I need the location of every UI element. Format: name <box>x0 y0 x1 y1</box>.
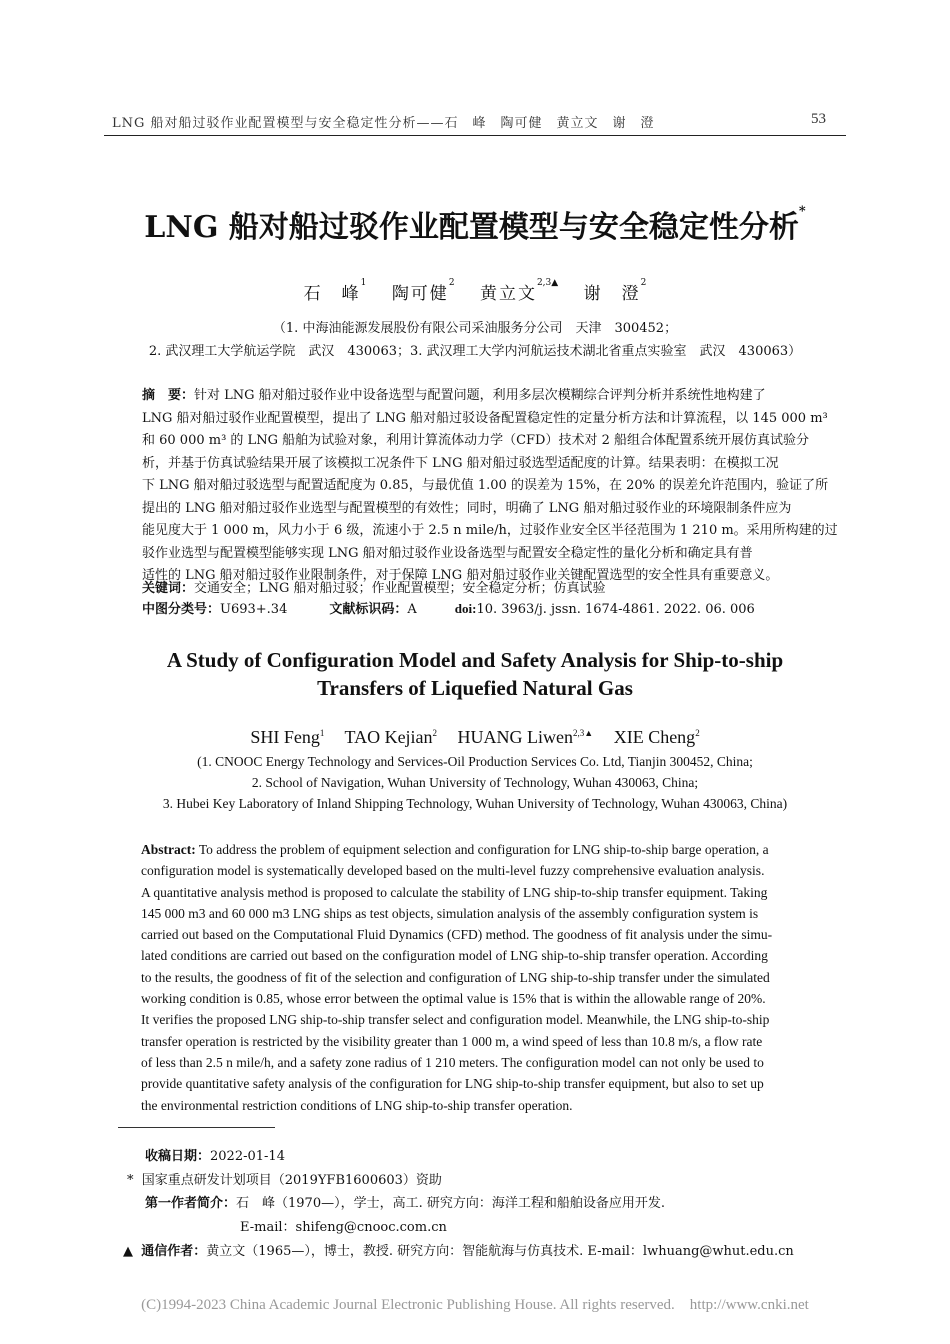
abstract-cn-line: 驳作业选型与配置模型能够实现 LNG 船对船过驳作业设备选型与配置安全稳定性的量化分析和确定具有普 <box>142 545 753 561</box>
doi-label: doi: <box>454 601 477 616</box>
abstract-en <box>141 839 814 1116</box>
author-cn-sup: 1 <box>360 278 367 288</box>
clc-label: 中图分类号： <box>142 602 221 617</box>
running-header: LNG 船对船过驳作业配置模型与安全稳定性分析——石 峰 陶可健 黄立文 谢 澄 <box>112 116 655 131</box>
title-en <box>0 646 950 702</box>
doi-value: 10. 3963/j. jssn. 1674-4861. 2022. 06. 006 <box>476 602 755 617</box>
author-en-name: XIE Cheng <box>613 727 696 747</box>
author-en-name: SHI Feng <box>250 727 320 747</box>
abstract-en-line: provide quantitative safety analysis of the configuration for LNG ship-to-ship transfer equipment, but also to set up <box>141 1076 764 1092</box>
title-en-line: Transfers of Liquefied Natural Gas <box>317 676 633 700</box>
affiliation-en-line: 2. School of Navigation, Wuhan University of Technology, Wuhan 430063, China; <box>251 775 699 790</box>
abstract-cn-line: LNG 船对船过驳作业配置模型，提出了 LNG 船对船过驳设备配置稳定性的定量分析方法和计算流程，以 145 000 m³ <box>142 410 828 426</box>
abstract-en-line: A quantitative analysis method is proposed to calculate the stability of LNG ship-to-ship transfer equipment. Taking <box>141 884 768 900</box>
footnote-corresponding <box>123 1240 794 1259</box>
footnote-fund <box>127 1169 442 1188</box>
copyright-line: (C)1994-2023 China Academic Journal Electronic Publishing House. All rights reserved. http://www.cnki.net <box>141 1297 809 1313</box>
author-en-sup: 1 <box>319 728 325 738</box>
author-cn-sup: 2 <box>448 278 455 288</box>
authors-en <box>0 727 950 748</box>
header-rule <box>104 135 846 136</box>
abstract-cn-label: 摘 要： <box>142 388 195 403</box>
abstract-en-line: to the results, the goodness of fit of the selection and configuration of LNG ship-to-ship transfer under the simulated <box>141 969 770 985</box>
affiliation-cn-line: 2. 武汉理工大学航运学院 武汉 430063；3. 武汉理工大学内河航运技术湖北省重点实验室 武汉 430063） <box>148 344 802 359</box>
classification-line <box>142 598 755 617</box>
author-cn-name: 黄立文 <box>479 284 537 304</box>
abstract-en-label: Abstract: <box>141 842 196 857</box>
footnote-first-author <box>145 1192 665 1211</box>
author-en-name: HUANG Liwen <box>457 727 574 747</box>
abstract-cn-line: 和 60 000 m³ 的 LNG 船舶为试验对象，利用计算流体动力学（CFD）技术对 2 船组合体配置系统开展仿真试验分 <box>142 433 810 448</box>
abstract-cn-line: 提出的 LNG 船对船过驳作业选型与配置模型的有效性；同时，明确了 LNG 船对船过驳作业的环境限制条件应为 <box>142 500 792 516</box>
title-cn-text: LNG 船对船过驳作业配置模型与安全稳定性分析 <box>144 210 799 245</box>
clc-value: U693+.34 <box>220 602 288 617</box>
author-en-sup: 2,3▲ <box>573 728 594 738</box>
footnote-received <box>145 1145 285 1164</box>
received-date: 2022-01-14 <box>210 1149 285 1164</box>
authors-cn <box>0 279 950 304</box>
corresponding-marker: ▲ <box>123 1244 133 1259</box>
affiliation-en-line: 3. Hubei Key Laboratory of Inland Shipping Technology, Wuhan University of Technology, Wuhan 430063, China) <box>162 796 788 811</box>
author-cn-sup: 2 <box>640 278 647 288</box>
title-fund-marker: * <box>798 204 806 219</box>
fund-text: 国家重点研发计划项目（2019YFB1600603）资助 <box>141 1173 442 1188</box>
abstract-en-line: To address the problem of equipment selection and configuration for LNG ship-to-ship barge operation, a <box>195 842 769 857</box>
author-cn-name: 陶可健 <box>391 284 449 304</box>
abstract-cn-line: 析，并基于仿真试验结果开展了该模拟工况条件下 LNG 船对船过驳选型适配度的计算。结果表明：在模拟工况 <box>142 455 779 471</box>
author-en-name: TAO Kejian <box>344 727 433 747</box>
abstract-en-line: transfer operation is restricted by the visibility greater than 1 000 m, a wind speed of less than 10.8 m/s, a flow rate <box>141 1033 763 1049</box>
keywords-cn <box>142 577 606 596</box>
fund-marker: * <box>127 1173 134 1188</box>
first-author-label: 第一作者简介： <box>145 1196 237 1211</box>
abstract-en-line: of less than 2.5 n mile/h, and a safety zone radius of 1 210 meters. The configuration model can not only be used to <box>141 1054 764 1070</box>
abstract-cn-line: 适性的 LNG 船对船过驳作业限制条件，对于保障 LNG 船对船过驳作业关键配置选型的安全性具有重要意义。 <box>142 568 779 583</box>
abstract-en-line: working condition is 0.85, whose error between the optimal value is 15% that is within the allowable range of 20%. <box>141 991 766 1007</box>
abstract-en-line: carried out based on the Computational Fluid Dynamics (CFD) method. The goodness of fit analysis under the simu- <box>141 927 773 943</box>
keywords-text: 交通安全；LNG 船对船过驳；作业配置模型；安全稳定分析；仿真试验 <box>194 581 606 596</box>
page-number: 53 <box>811 111 826 127</box>
abstract-cn-line: 下 LNG 船对船过驳选型与配置适配度为 0.85，与最优值 1.00 的误差为 15%，在 20% 的误差允许范围内，验证了所 <box>142 478 829 493</box>
keywords-label: 关键词： <box>142 581 195 596</box>
doc-code-value: A <box>407 602 417 617</box>
author-cn-name: 石 峰 <box>303 284 361 304</box>
footnote-rule <box>118 1127 275 1128</box>
corresponding-text: 黄立文（1965—），博士，教授. 研究方向：智能航海与仿真技术. E-mail：lwhuang@whut.edu.cn <box>206 1244 794 1259</box>
author-en-sup: 2 <box>432 728 438 738</box>
corresponding-label: 通信作者： <box>141 1244 207 1259</box>
author-en-sup: 2 <box>695 728 700 738</box>
author-cn-name: 谢 澄 <box>583 284 641 304</box>
abstract-en-line: lated conditions are carried out based on the configuration model of LNG ship-to-ship transfer operation. According <box>141 948 768 964</box>
abstract-en-line: It verifies the proposed LNG ship-to-ship transfer select and configuration model. Meanwhile, the LNG ship-to-ship <box>141 1012 770 1028</box>
first-author-text: 石 峰（1970—），学士，高工. 研究方向：海洋工程和船舶设备应用开发. <box>236 1196 665 1211</box>
received-label: 收稿日期： <box>145 1149 211 1164</box>
abstract-cn-line: 能见度大于 1 000 m，风力小于 6 级，流速小于 2.5 n mile/h，过驳作业安全区半径范围为 1 210 m。采用所构建的过 <box>142 523 838 538</box>
title-en-line: A Study of Configuration Model and Safety Analysis for Ship-to-ship <box>166 648 784 672</box>
doc-code-label: 文献标识码： <box>329 602 408 617</box>
abstract-cn <box>142 385 838 588</box>
abstract-cn-line: 针对 LNG 船对船过驳作业中设备选型与配置问题，利用多层次模糊综合评判分析并系统性地构建了 <box>194 388 766 403</box>
affiliation-en-line: (1. CNOOC Energy Technology and Services-Oil Production Services Co. Ltd, Tianjin 300452, China; <box>197 754 753 769</box>
abstract-en-line: the environmental restriction conditions of LNG ship-to-ship transfer operation. <box>141 1097 573 1113</box>
footnote-first-author-email: E-mail：shifeng@cnooc.com.cn <box>240 1220 447 1235</box>
abstract-en-line: configuration model is systematically developed based on the multi-level fuzzy comprehensive evaluation analysis. <box>141 863 765 879</box>
abstract-en-line: 145 000 m3 and 60 000 m3 LNG ships as test objects, simulation analysis of the assembly configuration system is <box>141 905 759 921</box>
author-cn-sup: 2,3▲ <box>536 278 559 288</box>
title-cn <box>0 202 950 246</box>
affiliation-cn-line: （1. 中海油能源发展股份有限公司采油服务分公司 天津 300452； <box>272 321 678 336</box>
